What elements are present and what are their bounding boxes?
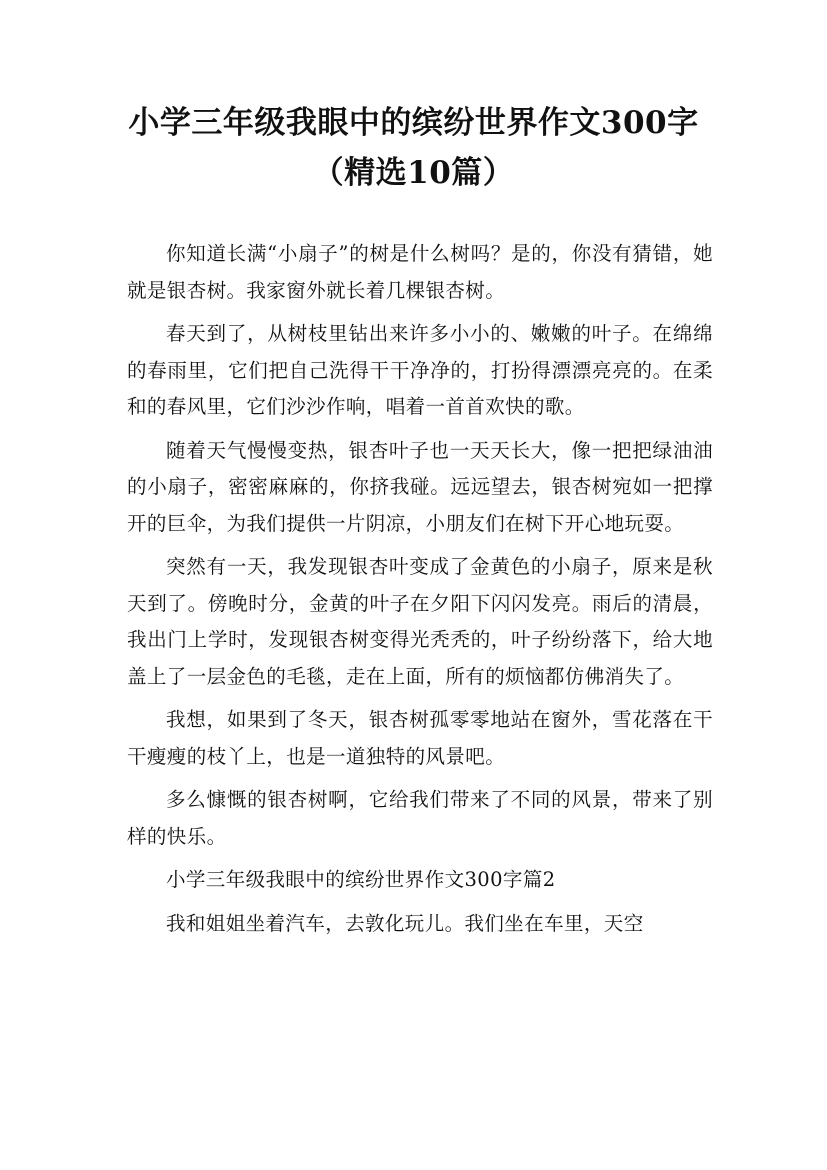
paragraph: 多么慷慨的银杏树啊，它给我们带来了不同的风景，带来了别样的快乐。 xyxy=(127,788,713,848)
title-line-1: 小学三年级我眼中的缤纷世界作文300字 xyxy=(128,105,699,141)
paragraph: 我和姐姐坐着汽车，去敦化玩儿。我们坐在车里，天空 xyxy=(166,911,644,935)
paragraph: 随着天气慢慢变热，银杏叶子也一天天长大，像一把把绿油油的小扇子，密密麻麻的，你挤我碰。远远望去，银杏树宛如一把撑开的巨伞，为我们提供一片阴凉，小朋友们在树下开心地玩耍。 xyxy=(127,438,713,535)
document-title xyxy=(0,98,827,198)
paragraph: 突然有一天，我发现银杏叶变成了金黄色的小扇子，原来是秋天到了。傍晚时分，金黄的叶子在夕阳下闪闪发亮。雨后的清晨，我出门上学时，发现银杏树变得光秃秃的，叶子纷纷落下，给大地盖上了一层金色的毛毯，走在上面，所有的烦恼都仿佛消失了。 xyxy=(127,555,713,688)
paragraph: 春天到了，从树枝里钻出来许多小小的、嫩嫩的叶子。在绵绵的春雨里，它们把自己洗得干干净净的，打扮得漂漂亮亮的。在柔和的春风里，它们沙沙作响，唱着一首首欢快的歌。 xyxy=(127,322,713,418)
document-body xyxy=(127,236,713,949)
section-heading: 小学三年级我眼中的缤纷世界作文300字篇2 xyxy=(166,868,556,891)
paragraph: 我想，如果到了冬天，银杏树孤零零地站在窗外，雪花落在干干瘦瘦的枝丫上，也是一道独特的风景吧。 xyxy=(127,708,713,768)
paragraph: 你知道长满“小扇子”的树是什么树吗？是的，你没有猜错，她就是银杏树。我家窗外就长着几棵银杏树。 xyxy=(127,242,713,302)
title-line-2: （精选10篇） xyxy=(312,155,515,191)
